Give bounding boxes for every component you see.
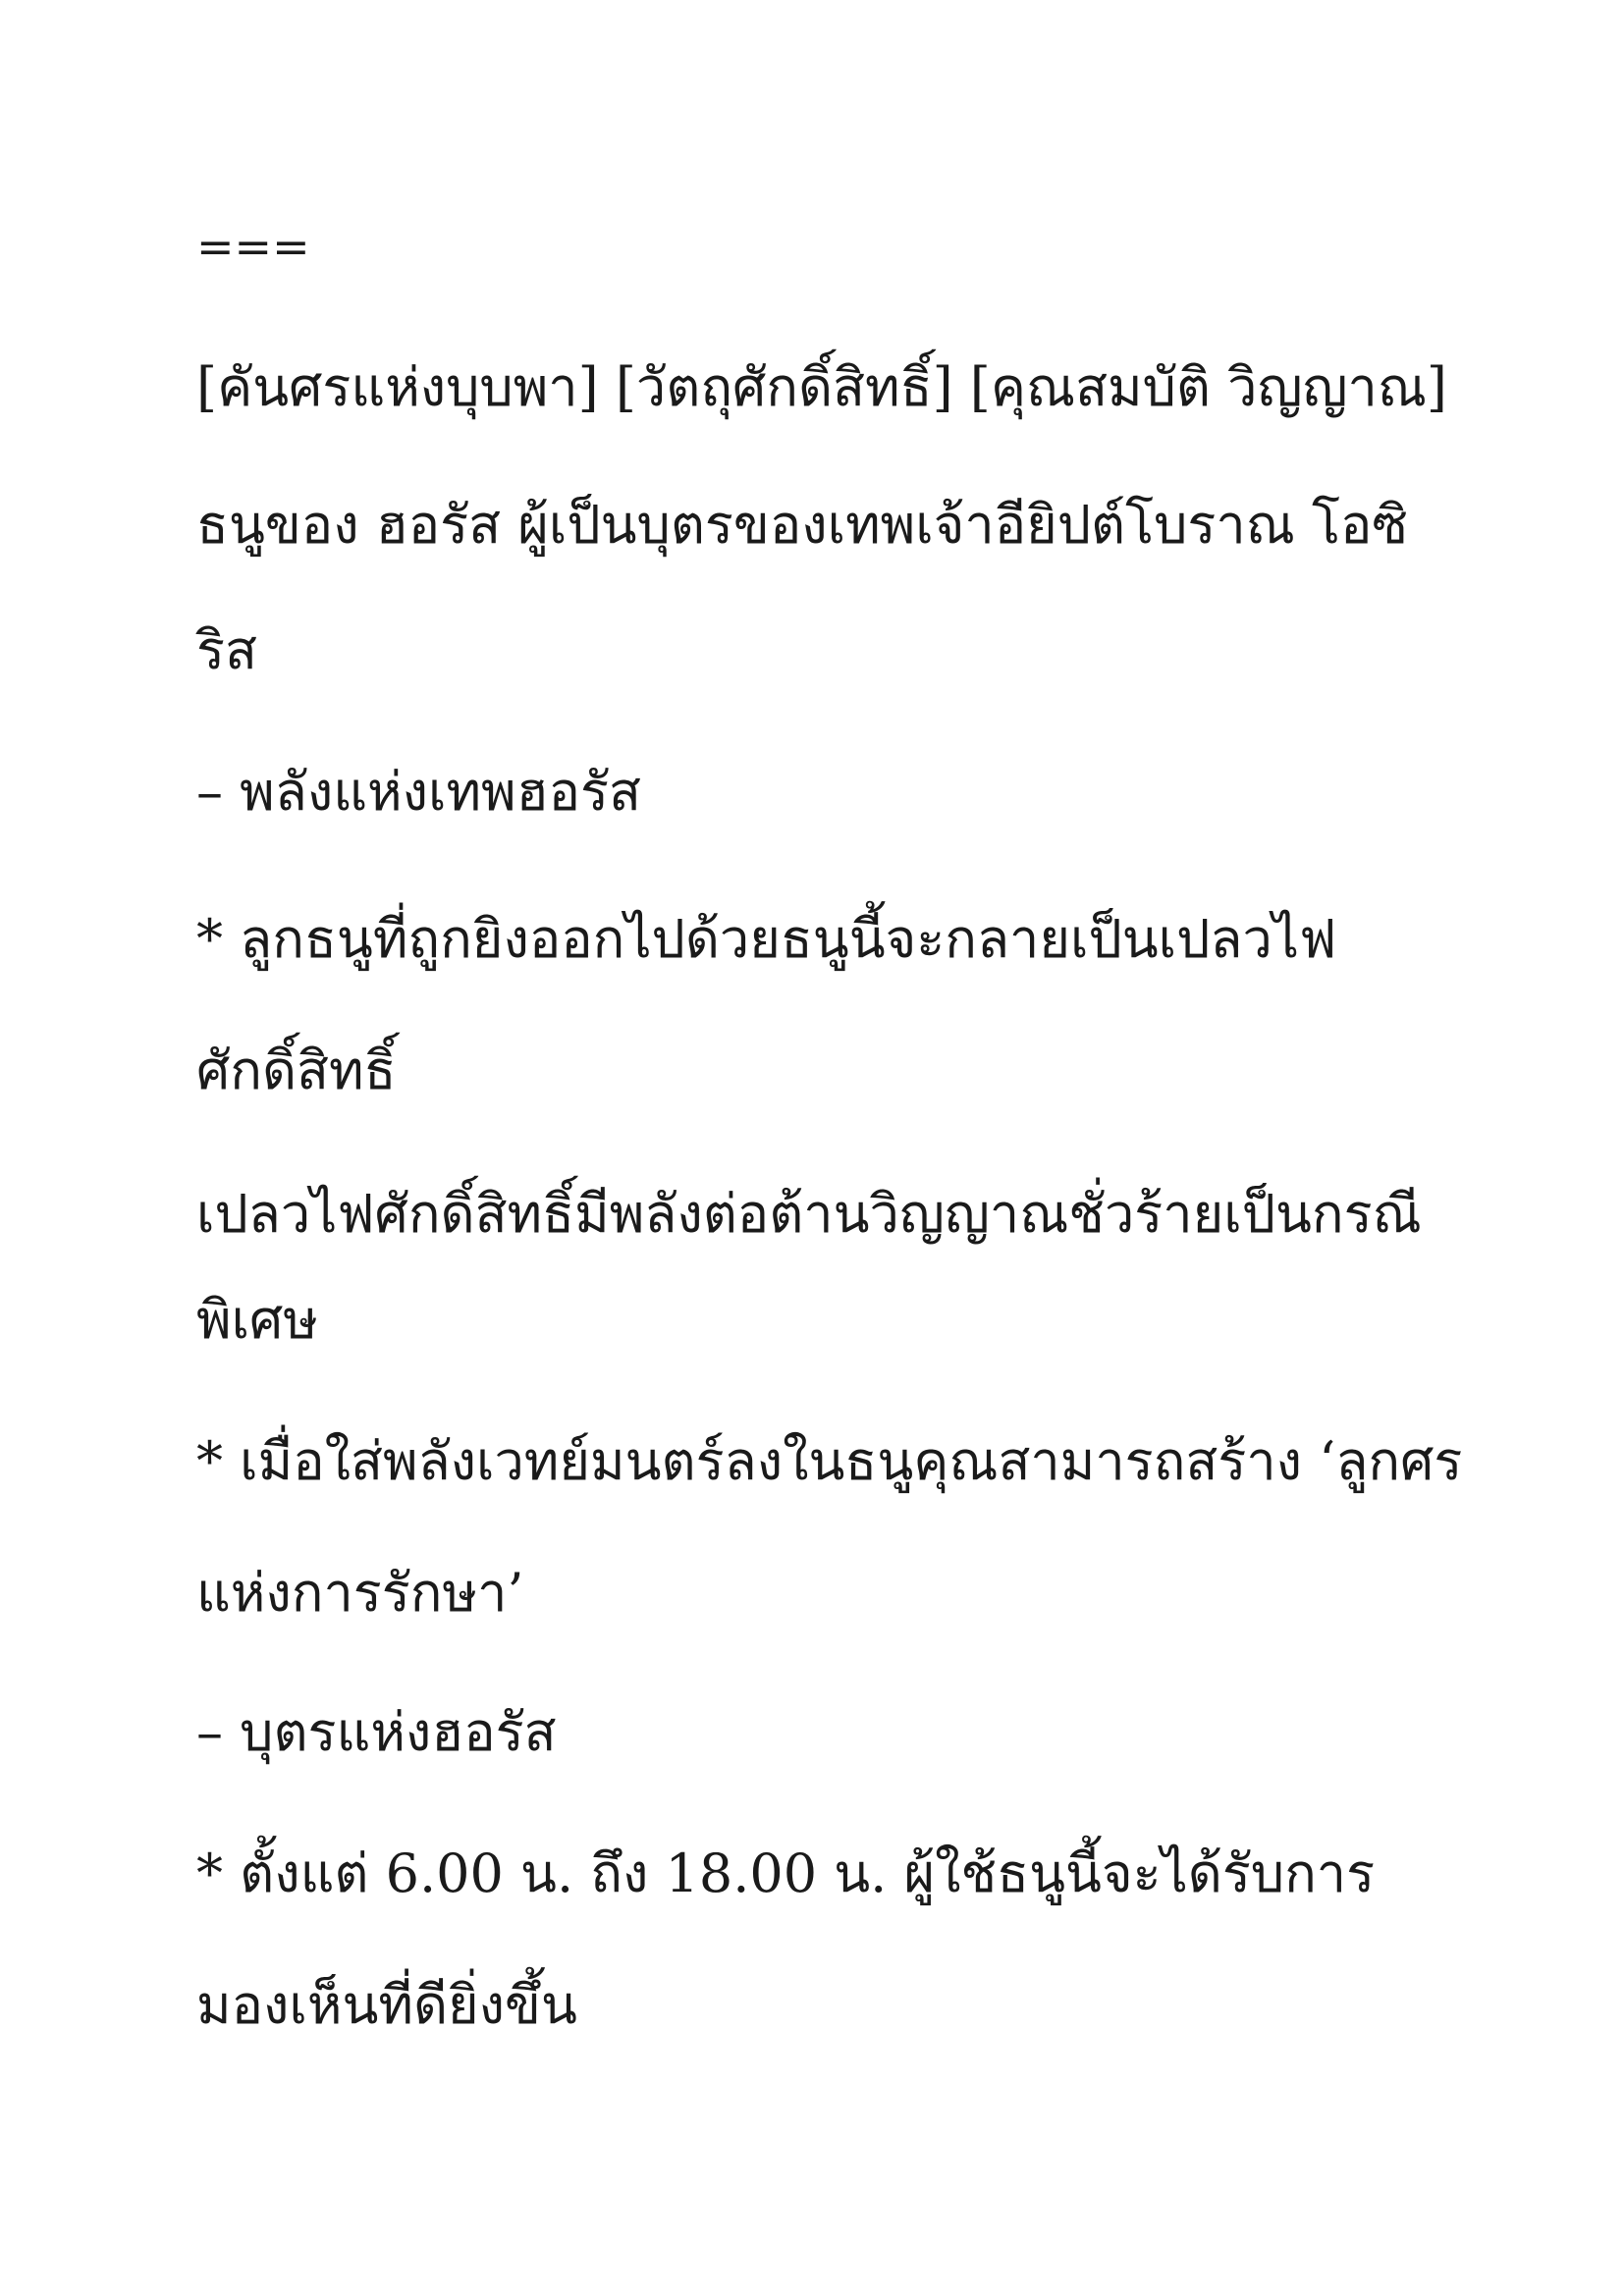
text-line: ริส bbox=[196, 619, 257, 681]
item-header-line: [คันศรแห่งบุบพา] [วัตถุศักดิ์สิทธิ์] [คุณสมบัติ วิญญาณ] bbox=[196, 356, 1447, 418]
text-line: ธนูของ ฮอรัส ผู้เป็นบุตรของเทพเจ้าอียิปต์โบราณ โอซิ bbox=[196, 494, 1409, 556]
text-line: * ลูกธนูที่ถูกยิงออกไปด้วยธนูนี้จะกลายเป็นเปลวไฟ bbox=[196, 908, 1337, 970]
ability-heading: – พลังแห่งเทพฮอรัส bbox=[196, 761, 641, 823]
text-line: แห่งการรักษา’ bbox=[196, 1562, 524, 1624]
text-line: ศักดิ์สิทธิ์ bbox=[196, 1040, 397, 1101]
text-line: เปลวไฟศักดิ์สิทธิ์มีพลังต่อต้านวิญญาณชั่วร้ายเป็นกรณี bbox=[196, 1183, 1422, 1245]
section-separator: === bbox=[196, 220, 310, 273]
text-line: * ตั้งแต่ 6.00 น. ถึง 18.00 น. ผู้ใช้ธนูนี้จะได้รับการ bbox=[196, 1842, 1376, 1904]
text-line: * เมื่อใส่พลังเวทย์มนตร์ลงในธนูคุณสามารถสร้าง ‘ลูกศร bbox=[196, 1430, 1463, 1492]
text-line: มองเห็นที่ดียิ่งขึ้น bbox=[196, 1974, 577, 2036]
ability-heading: – บุตรแห่งฮอรัส bbox=[196, 1701, 557, 1763]
text-line: พิเศษ bbox=[196, 1289, 318, 1351]
